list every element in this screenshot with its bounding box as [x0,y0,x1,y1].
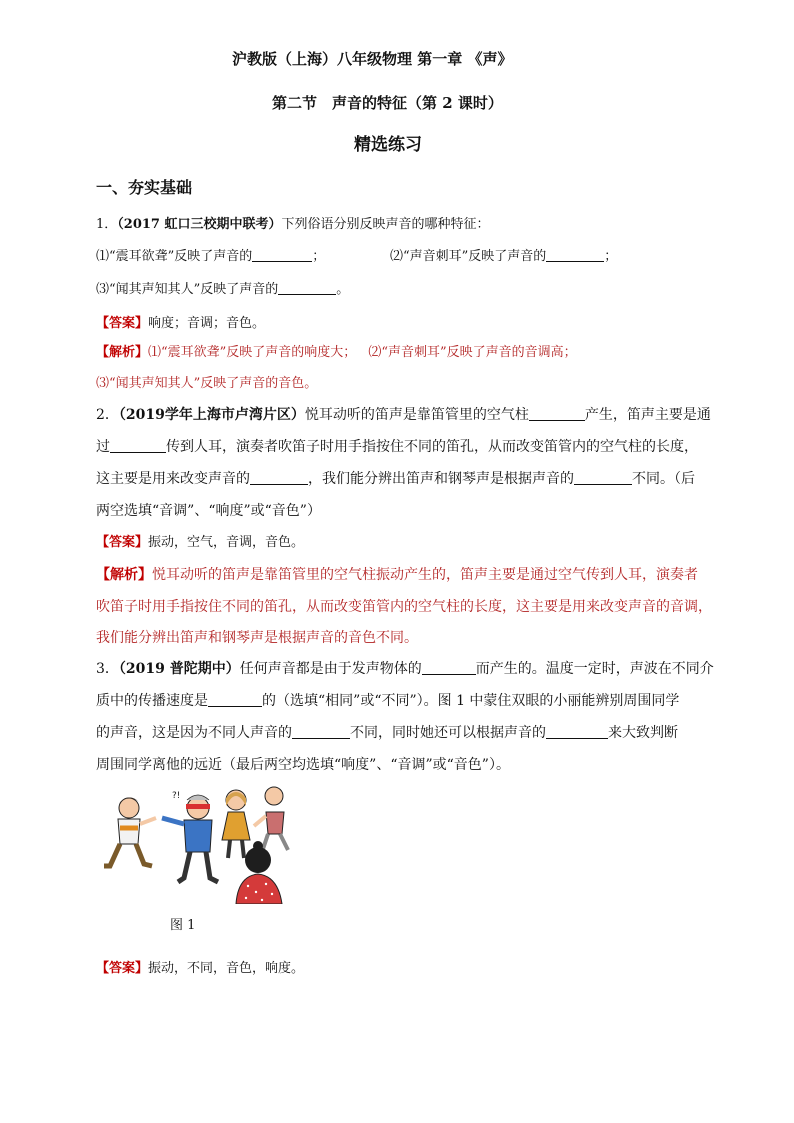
doc-subtitle: 第二节 声音的特征（第 2 课时） [272,94,503,112]
question-2-line-4: 两空选填“音调”、“响度”或“音色”） [96,503,321,519]
question-text: 这主要是用来改变声音的 [96,471,250,487]
answer-tag: 【答案】 [96,535,149,550]
question-2-answer [96,535,304,551]
doc-heading: 精选练习 [354,135,422,155]
question-3-answer [96,961,304,977]
answer-text: 振动，不同，音色，响度。 [148,961,305,976]
question-source: （2019学年上海市卢湾片区） [118,407,305,423]
answer-blank [422,662,476,675]
part-punct: ； [312,249,326,264]
question-text: 不同。（后 [632,471,695,487]
part-text: ⑶“闻其声知其人”反映了声音的 [96,282,279,297]
question-1-analysis [96,345,577,361]
part-punct: ； [604,249,618,264]
question-1-analysis-cont: ⑶“闻其声知其人”反映了声音的音色。 [96,376,318,391]
answer-tag: 【答案】 [96,316,149,331]
question-text: 质中的传播速度是 [96,693,208,709]
question-text: 任何声音都是由于发声物体的 [239,661,422,677]
question-text: 悦耳动听的笛声是靠笛管里的空气柱 [304,407,529,423]
question-3-line-4: 周围同学离他的远近（最后两空均选填“响度”、“音调”或“音色”）。 [96,757,510,773]
question-1-part-1 [96,249,325,265]
section-title: 一、夯实基础 [96,178,193,197]
answer-tag: 【答案】 [96,961,149,976]
answer-blank [546,249,604,262]
question-text: 不同，同时她还可以根据声音的 [350,725,546,741]
question-2-analysis-3: 我们能分辨出笛声和钢琴声是根据声音的音色不同。 [96,630,418,646]
analysis-text: ⑴“震耳欲聋”反映了声音的响度大； [148,345,357,360]
analysis-tag: 【解析】 [96,345,149,360]
analysis-tag: 【解析】 [96,567,152,583]
question-text: 产生，笛声主要是通 [584,407,711,423]
answer-blank [252,249,312,262]
doc-title: 沪教版（上海）八年级物理 第一章 《声》 [232,50,513,68]
blindfolded-girl-figure [162,791,218,882]
boy-left-figure [104,797,156,866]
question-number: 3． [96,661,119,677]
answer-blank [208,694,262,707]
question-number: 2． [96,407,119,423]
question-number: 1． [96,217,118,232]
question-2-line-1 [96,406,711,424]
question-2-analysis-2: 吹笛子时用手指按住不同的笛孔，从而改变笛管内的空气柱的长度，这主要是用来改变声音的音调， [96,599,712,615]
answer-blank [574,472,632,485]
question-1-part-3 [96,282,349,298]
girl-orange-figure [222,790,250,858]
question-source: （2019 普陀期中） [118,661,240,677]
figure-caption: 图 1 [170,918,196,933]
question-2-line-3 [96,470,695,488]
figure-1-illustration [96,786,308,904]
question-text: ，我们能分辨出笛声和钢琴声是根据声音的 [308,471,574,487]
question-2-line-2 [96,438,698,456]
answer-blank [529,408,585,421]
analysis-text: 悦耳动听的笛声是靠笛管里的空气柱振动产生的，笛声主要是通过空气传到人耳，演奏者 [152,567,698,583]
question-1-part-2 [390,249,617,265]
question-2-analysis [96,566,698,584]
question-text: 的（选填“相同”或“不同”）。图 1 中蒙住双眼的小丽能辨别周围同学 [262,693,680,709]
answer-blank [546,726,608,739]
answer-blank [292,726,350,739]
analysis-text: ⑵“声音刺耳”反映了声音的音调高； [368,345,577,360]
answer-blank [110,440,166,453]
question-text: 来大致判断 [608,725,678,741]
question-1-stem [96,217,490,233]
question-text: 下列俗语分别反映声音的哪种特征： [281,217,490,232]
answer-text: 振动，空气，音调，音色。 [148,535,305,550]
question-text: 传到人耳，演奏者吹笛子时用手指按住不同的笛孔，从而改变笛管内的空气柱的长度， [166,439,698,455]
question-3-line-2 [96,692,679,710]
part-punct: 。 [336,282,350,297]
question-text: 的声音，这是因为不同人声音的 [96,725,292,741]
question-3-line-1 [96,660,714,678]
svg-text:?!: ?! [172,791,181,801]
question-1-answer [96,316,265,332]
part-text: ⑴“震耳欲聋”反映了声音的 [96,249,253,264]
answer-blank [278,282,336,295]
question-3-line-3 [96,724,678,742]
part-text: ⑵“声音刺耳”反映了声音的 [390,249,547,264]
question-source: （2017 虹口三校期中联考） [117,217,282,232]
answer-text: 响度；音调；音色。 [148,316,266,331]
answer-blank [250,472,308,485]
question-text: 过 [96,439,110,455]
question-text: 而产生的。温度一定时，声波在不同介 [475,661,714,677]
